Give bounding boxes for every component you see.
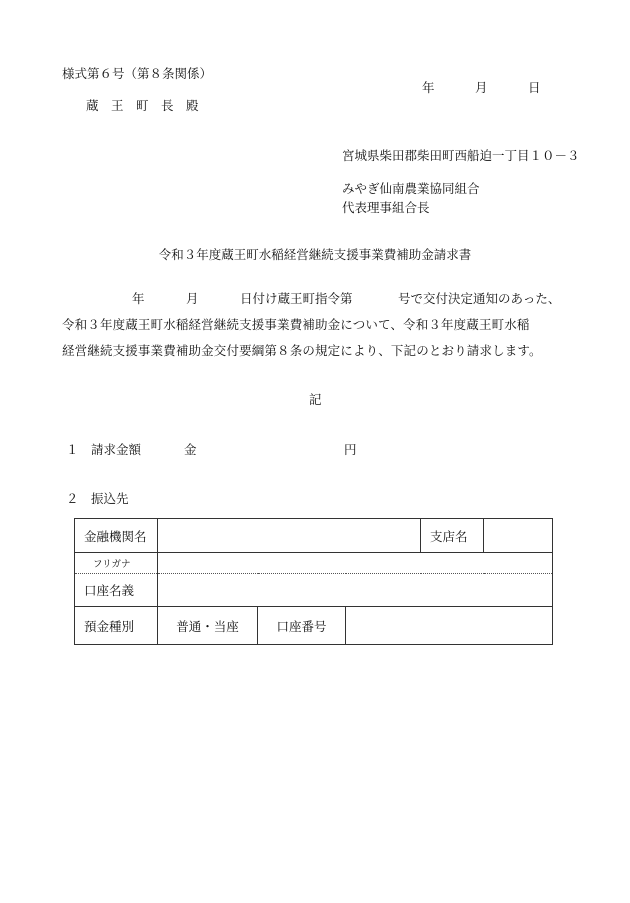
deposit-type-label: 預金種別 [75,607,158,645]
applicant-representative: 代表理事組合長 [342,200,430,215]
date-year: 年 [422,80,435,95]
account-number-label: 口座番号 [258,607,346,645]
account-number-field[interactable] [346,607,553,645]
body-month: 月 [186,291,199,306]
furigana-field[interactable] [158,553,553,574]
account-name-field[interactable] [158,574,553,607]
deposit-type-value[interactable]: 普通・当座 [158,607,258,645]
date-month: 月 [475,80,488,95]
table-row [75,574,553,607]
table-row [75,519,553,553]
form-number: 様式第６号（第８条関係） [62,66,213,81]
body-directive: 日付け蔵王町指令第 [240,291,353,306]
bank-account-table [74,518,553,645]
table-row [75,553,553,574]
institution-label: 金融機関名 [75,519,158,553]
claim-amount-kin: 金 [184,442,197,457]
institution-field[interactable] [158,519,421,553]
body-line-3: 経営継続支援事業費補助金交付要綱第８条の規定により、下記のとおり請求します。 [62,343,542,358]
date-day: 日 [528,80,541,95]
applicant-address: 宮城県柴田郡柴田町西船迫一丁目１０－３ [342,148,580,163]
body-notice: 号で交付決定通知のあった、 [398,291,561,306]
body-line-2: 令和３年度蔵王町水稲経営継続支援事業費補助金について、令和３年度蔵王町水稲 [62,317,530,332]
furigana-label: フリガナ [75,553,158,574]
transfer-heading: ２ 振込先 [66,491,129,506]
applicant-organization: みやぎ仙南農業協同組合 [342,181,480,196]
table-row [75,607,553,645]
branch-field[interactable] [484,519,553,553]
ki-heading: 記 [309,392,322,407]
addressee: 蔵 王 町 長 殿 [86,98,199,113]
claim-amount-label: １ 請求金額 [66,442,142,457]
branch-label: 支店名 [421,519,484,553]
document-title: 令和３年度蔵王町水稲経営継続支援事業費補助金請求書 [158,247,472,262]
account-name-label: 口座名義 [75,574,158,607]
body-year: 年 [132,291,145,306]
claim-amount-yen: 円 [344,442,357,457]
